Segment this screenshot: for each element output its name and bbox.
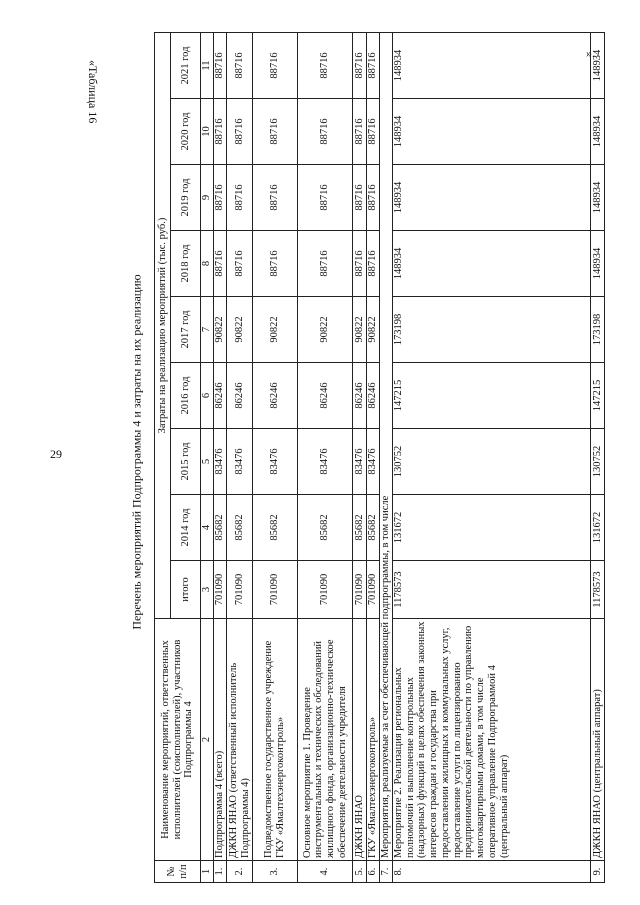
cell-2020: 88716 xyxy=(214,99,227,165)
cell-2019: 88716 xyxy=(353,165,366,231)
cell-2021: 88716 xyxy=(214,32,227,98)
cell-2019: 88716 xyxy=(253,165,297,231)
cell-total: 1178573 xyxy=(590,561,604,619)
row-name: Подпрограмма 4 (всего) xyxy=(214,619,227,861)
cell-2019: 148934 xyxy=(392,165,590,231)
cell-total: 701090 xyxy=(214,561,227,619)
cell-total: 701090 xyxy=(253,561,297,619)
cell-2017: 90822 xyxy=(227,297,253,363)
cell-2021: 88716 xyxy=(297,32,353,98)
cell-total: 701090 xyxy=(297,561,353,619)
table-row xyxy=(253,32,297,882)
cell-2014: 85682 xyxy=(214,495,227,561)
cell-2017: 90822 xyxy=(297,297,353,363)
column-number: 9 xyxy=(201,165,214,231)
column-number: 4 xyxy=(201,495,214,561)
table-row xyxy=(214,32,227,882)
cell-2018: 88716 xyxy=(253,231,297,297)
row-name: ГКУ «Ямалтехэнергоконтроль» xyxy=(366,619,379,861)
table-label: «Таблица 16 xyxy=(86,60,100,124)
cell-2017: 173198 xyxy=(392,297,590,363)
cell-2015: 83476 xyxy=(297,429,353,495)
cell-2016: 86246 xyxy=(353,363,366,429)
cell-2014: 85682 xyxy=(253,495,297,561)
cell-2016: 86246 xyxy=(253,363,297,429)
cell-2016: 86246 xyxy=(214,363,227,429)
cell-total: 1178573 xyxy=(392,561,590,619)
column-number: 10 xyxy=(201,99,214,165)
cell-2020: 88716 xyxy=(227,99,253,165)
row-name: ДЖКН ЯНАО xyxy=(353,619,366,861)
table-row xyxy=(353,32,366,882)
column-number: 11 xyxy=(201,32,214,98)
page-number: 29 xyxy=(50,447,62,461)
cell-2018: 148934 xyxy=(590,231,604,297)
column-number-row xyxy=(201,32,214,882)
cell-2019: 88716 xyxy=(227,165,253,231)
cell-2019: 88716 xyxy=(297,165,353,231)
cell-2017: 90822 xyxy=(366,297,379,363)
cell-2020: 148934 xyxy=(590,99,604,165)
section-heading: Мероприятия, реализуемые за счет обеспечивающей подпрограммы, в том числе xyxy=(379,32,392,860)
row-number: 4. xyxy=(297,861,353,883)
column-number: 6 xyxy=(201,363,214,429)
cell-2014: 85682 xyxy=(227,495,253,561)
closing-mark: ». xyxy=(586,46,595,60)
row-number: 6. xyxy=(366,861,379,883)
header-year: 2021 год xyxy=(171,32,201,98)
cell-2018: 88716 xyxy=(214,231,227,297)
cell-2015: 83476 xyxy=(353,429,366,495)
row-name: Мероприятие 2. Реализация региональных полномочий и выполнение контрольных (надзорных) функций в целях обеспечения законных интересов граждан и государства при предоставлении жилищных и коммунальных услуг, предоставление услуги по лицензированию предпринимательской деятельности по управлению многоквартирными домами, в том числе оперативное управление Подпрограммой 4 (центральный аппарат) xyxy=(392,619,590,861)
header-year: 2017 год xyxy=(171,297,201,363)
cell-total: 701090 xyxy=(227,561,253,619)
cell-2017: 90822 xyxy=(353,297,366,363)
row-number: 7. xyxy=(379,861,392,883)
cell-2015: 130752 xyxy=(590,429,604,495)
cell-2018: 88716 xyxy=(227,231,253,297)
cell-2016: 86246 xyxy=(366,363,379,429)
column-number: 7 xyxy=(201,297,214,363)
header-year: 2019 год xyxy=(171,165,201,231)
cell-2021: 148934 xyxy=(590,32,604,98)
header-costs: Затраты на реализацию мероприятий (тыс. руб.) xyxy=(155,32,171,618)
column-number: 8 xyxy=(201,231,214,297)
row-number: 8. xyxy=(392,861,590,883)
header-row xyxy=(155,32,171,882)
cell-2015: 83476 xyxy=(227,429,253,495)
cell-2020: 148934 xyxy=(392,99,590,165)
row-name: Подведомственное государственное учреждение ГКУ «Ямалтехэнергоконтроль» xyxy=(253,619,297,861)
cell-2014: 131672 xyxy=(590,495,604,561)
cell-2015: 83476 xyxy=(214,429,227,495)
column-number: 2 xyxy=(201,619,214,861)
cell-2016: 86246 xyxy=(227,363,253,429)
cell-2016: 147215 xyxy=(392,363,590,429)
costs-table xyxy=(154,32,605,883)
cell-2018: 148934 xyxy=(392,231,590,297)
row-number: 1. xyxy=(214,861,227,883)
table-row xyxy=(366,32,379,882)
cell-2014: 85682 xyxy=(353,495,366,561)
header-total: итого xyxy=(171,561,201,619)
page-title: Перечень мероприятий Подпрограммы 4 и затраты на их реализацию xyxy=(129,274,144,630)
row-number: 5. xyxy=(353,861,366,883)
header-year: 2018 год xyxy=(171,231,201,297)
cell-2018: 88716 xyxy=(297,231,353,297)
cell-total: 701090 xyxy=(353,561,366,619)
row-number: 3. xyxy=(253,861,297,883)
header-year: 2014 год xyxy=(171,495,201,561)
row-name: Основное мероприятие 1. Проведение инструментальных и технических обследований жилищного фонда, организационно-техническое обеспечение деятельности учредителя xyxy=(297,619,353,861)
cell-2019: 148934 xyxy=(590,165,604,231)
cell-2021: 88716 xyxy=(227,32,253,98)
cell-2015: 83476 xyxy=(253,429,297,495)
column-number: 1 xyxy=(201,861,214,883)
header-year: 2016 год xyxy=(171,363,201,429)
cell-2020: 88716 xyxy=(297,99,353,165)
header-name: Наименование мероприятий, ответственных исполнителей (соисполнителей), участников Подпрограммы 4 xyxy=(155,619,201,861)
cell-2021: 88716 xyxy=(366,32,379,98)
column-number: 3 xyxy=(201,561,214,619)
rotated-table-wrapper xyxy=(154,33,605,883)
row-number: 9. xyxy=(590,861,604,883)
table-row xyxy=(379,32,392,882)
table-row xyxy=(227,32,253,882)
cell-2015: 83476 xyxy=(366,429,379,495)
table-row xyxy=(297,32,353,882)
cell-total: 701090 xyxy=(366,561,379,619)
cell-2017: 90822 xyxy=(253,297,297,363)
cell-2017: 90822 xyxy=(214,297,227,363)
cell-2020: 88716 xyxy=(253,99,297,165)
cell-2018: 88716 xyxy=(366,231,379,297)
table-row xyxy=(590,32,604,882)
cell-2014: 131672 xyxy=(392,495,590,561)
cell-2021: 88716 xyxy=(253,32,297,98)
cell-2021: 88716 xyxy=(353,32,366,98)
column-number: 5 xyxy=(201,429,214,495)
cell-2021: 148934 xyxy=(392,32,590,98)
cell-2016: 147215 xyxy=(590,363,604,429)
cell-2018: 88716 xyxy=(353,231,366,297)
cell-2017: 173198 xyxy=(590,297,604,363)
cell-2019: 88716 xyxy=(214,165,227,231)
row-name: ДЖКН ЯНАО (ответственный исполнитель Подпрограммы 4) xyxy=(227,619,253,861)
header-year: 2015 год xyxy=(171,429,201,495)
header-no: № п/п xyxy=(155,861,201,883)
table-row xyxy=(392,32,590,882)
header-year: 2020 год xyxy=(171,99,201,165)
cell-2014: 85682 xyxy=(297,495,353,561)
cell-2019: 88716 xyxy=(366,165,379,231)
cell-2016: 86246 xyxy=(297,363,353,429)
row-number: 2. xyxy=(227,861,253,883)
cell-2020: 88716 xyxy=(366,99,379,165)
cell-2015: 130752 xyxy=(392,429,590,495)
cell-2014: 85682 xyxy=(366,495,379,561)
cell-2020: 88716 xyxy=(353,99,366,165)
row-name: ДЖКН ЯНАО (центральный аппарат) xyxy=(590,619,604,861)
